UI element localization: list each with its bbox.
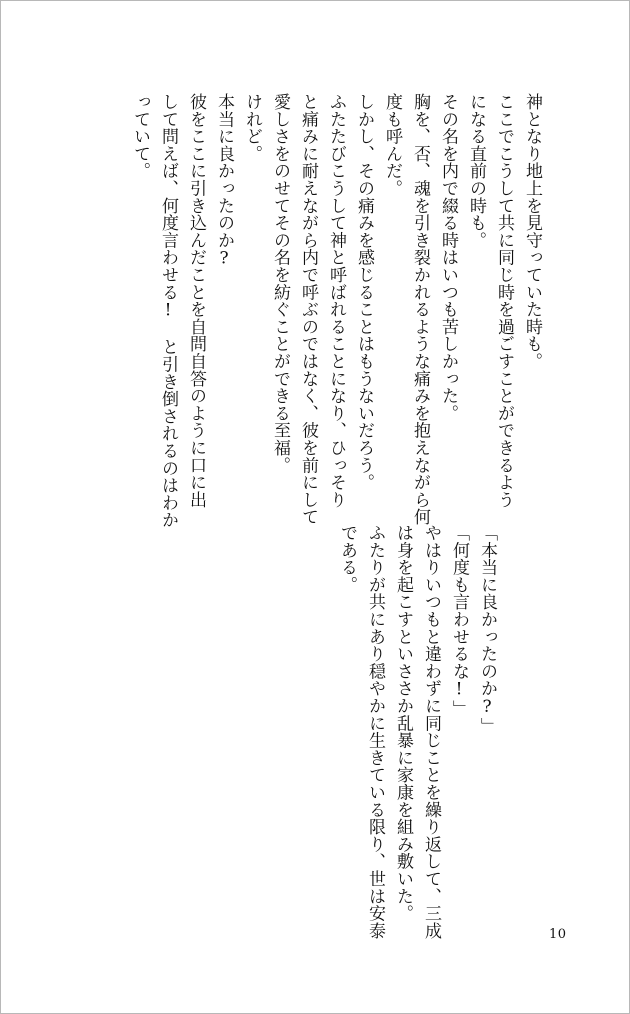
text-line: 彼をここに引き込んだことを自問自答のように口に出 xyxy=(186,93,206,509)
text-line: ふたたびこうして神と呼ばれることになり、ひっそり xyxy=(326,93,346,509)
text-line: っていて。 xyxy=(130,93,150,180)
lower-text-block xyxy=(321,524,501,940)
text-line: しかし、その痛みを感じることはもうないだろう。 xyxy=(354,93,374,491)
text-line: と痛みに耐えながら内で呼ぶのではなく、彼を前にして xyxy=(298,93,318,526)
text-line: して問えば、何度言わせる! と引き倒されるのはわか xyxy=(158,93,178,529)
text-line: ふたりが共にあり穏やかに生きている限り、世は安泰 xyxy=(365,524,385,940)
text-line: 「何度も言わせるな!」 xyxy=(449,524,469,718)
text-line: である。 xyxy=(337,524,357,594)
text-line: 度も呼んだ。 xyxy=(382,93,402,197)
page-number: 10 xyxy=(549,927,567,942)
text-line: になる直前の時も。 xyxy=(466,93,486,249)
text-line: 愛しさをのせてその名を紡ぐことができる至福。 xyxy=(270,93,290,474)
text-line: 神となり地上を見守っていた時も。 xyxy=(522,93,542,370)
text-line: その名を内で綴る時はいつも苦しかった。 xyxy=(438,93,458,422)
text-line: 「本当に良かったのか?」 xyxy=(477,524,497,735)
text-line: やはりいつもと違わずに同じことを繰り返して、三成 xyxy=(421,524,441,940)
text-line: 胸を、否、魂を引き裂かれるような痛みを抱えながら何 xyxy=(410,93,430,526)
text-line: けれど。 xyxy=(242,93,262,163)
text-line: 本当に良かったのか? xyxy=(214,93,234,269)
text-line: は身を起こすといささか乱暴に家康を組み敷いた。 xyxy=(393,524,413,922)
text-line: ここでこうして共に同じ時を過ごすことができるよう xyxy=(494,93,514,509)
upper-text-block xyxy=(126,93,546,529)
